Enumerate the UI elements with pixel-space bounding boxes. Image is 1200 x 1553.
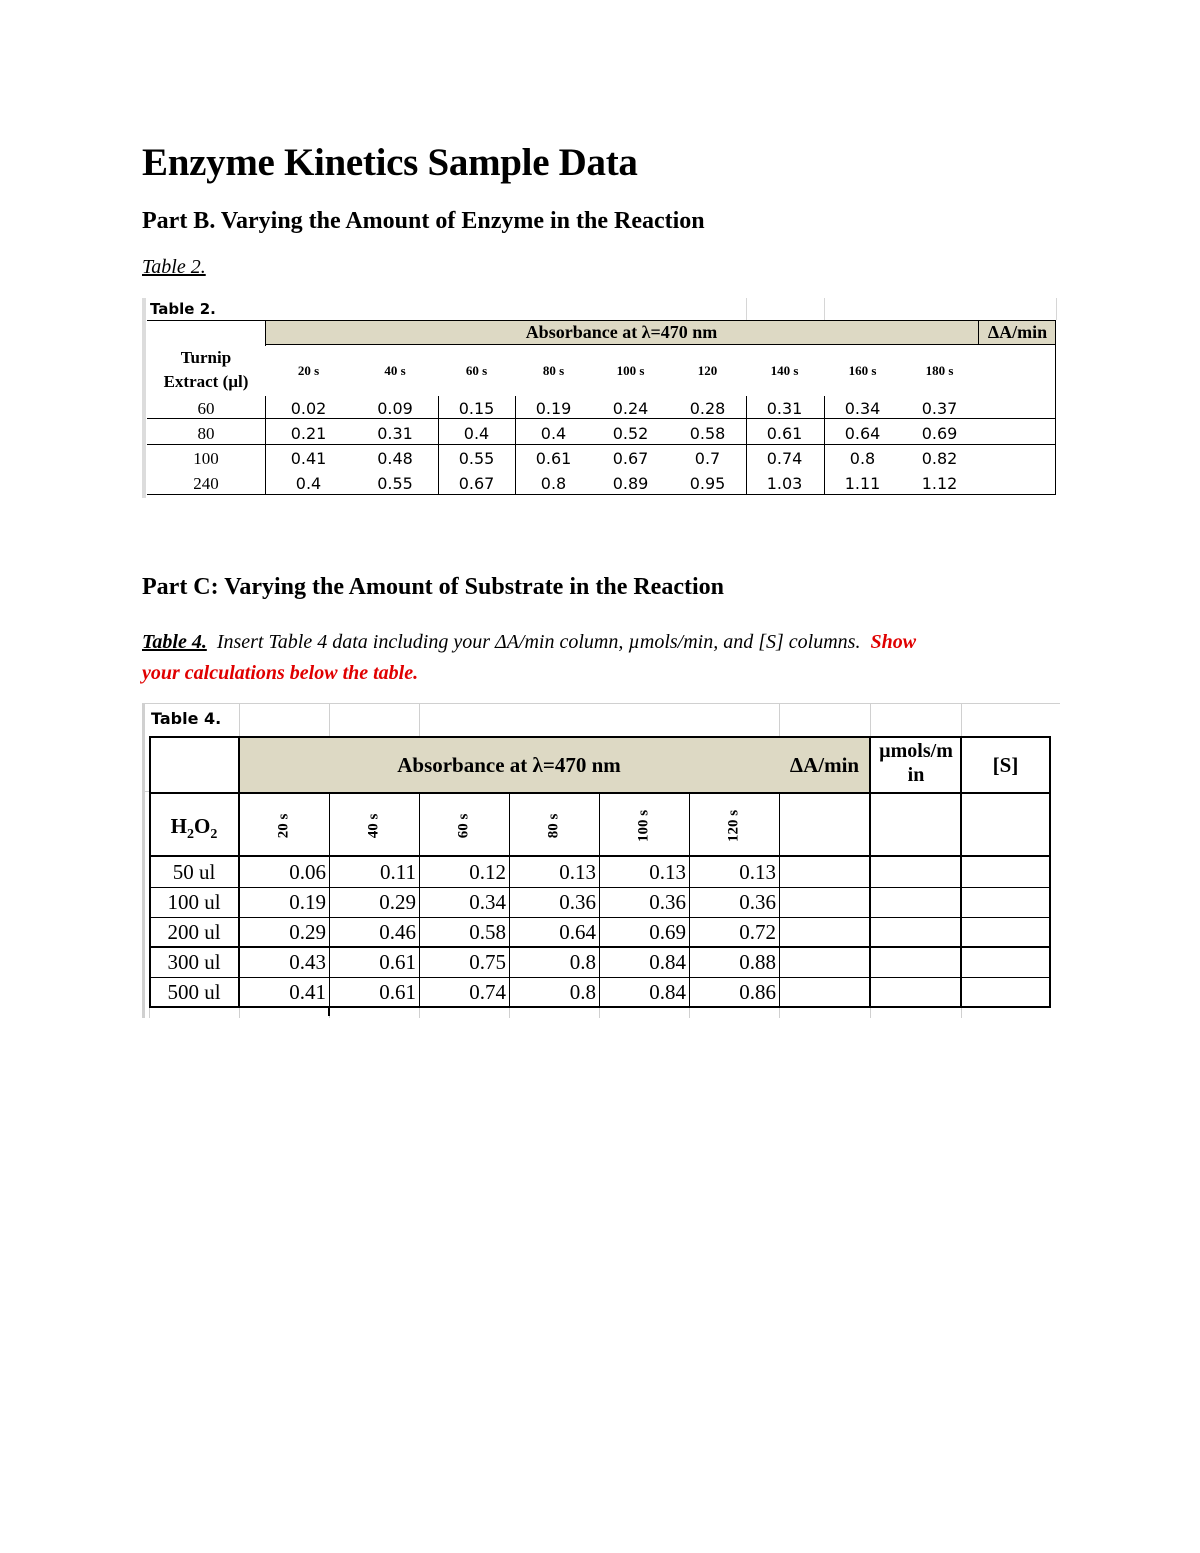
table-rule (149, 946, 1051, 948)
table-rule (1055, 345, 1056, 495)
absorbance-cell: 0.19 (535, 399, 572, 418)
table-rule (149, 855, 1051, 857)
absorbance-cell: 0.46 (379, 920, 416, 944)
absorbance-cell: 1.12 (921, 474, 958, 493)
calculation-instruction-1: Show (870, 631, 917, 653)
table-rule (689, 793, 690, 1006)
absorbance-cell: 0.37 (921, 399, 958, 418)
absorbance-cell: 0.43 (289, 950, 326, 974)
absorbance-cell: 0.52 (612, 424, 649, 443)
table-rule (1049, 736, 1051, 1008)
absorbance-header: Absorbance at λ=470 nm (525, 322, 718, 342)
table-rule (147, 418, 1056, 419)
absorbance-cell: 0.7 (694, 449, 721, 468)
absorbance-cell: 0.19 (289, 890, 326, 914)
absorbance-cell: 0.61 (379, 950, 416, 974)
table-rule (869, 736, 871, 1008)
table-rule (147, 320, 265, 321)
sheet-gridline (142, 703, 1060, 704)
sheet-gridline (419, 703, 420, 737)
part-b-heading: Part B. Varying the Amount of Enzyme in the Reaction (142, 208, 705, 234)
table-rule (149, 917, 1051, 918)
absorbance-cell: 0.06 (289, 860, 326, 884)
table-rule (328, 1006, 330, 1016)
absorbance-cell: 0.89 (612, 474, 649, 493)
time-header: 180 s (925, 363, 954, 378)
part-c-heading: Part C: Varying the Amount of Substrate in the Reaction (142, 574, 724, 600)
h2o2-volume-cell: 300 ul (167, 950, 221, 974)
time-header: 80 s (542, 363, 565, 378)
absorbance-cell: 0.15 (458, 399, 495, 418)
table-4 (142, 703, 1060, 1018)
sheet-gridline (779, 703, 780, 737)
table-rule (265, 320, 266, 346)
absorbance-cell: 0.84 (649, 980, 686, 1004)
absorbance-cell: 0.67 (458, 474, 495, 493)
h2o2-sub-2: 2 (210, 827, 218, 843)
table-rule (147, 444, 1056, 445)
time-header: 120 (697, 363, 718, 378)
absorbance-cell: 0.36 (559, 890, 596, 914)
absorbance-cell: 0.31 (766, 399, 803, 418)
absorbance-cell: 0.67 (612, 449, 649, 468)
table-rule (419, 793, 420, 1006)
absorbance-cell: 0.8 (569, 980, 596, 1004)
absorbance-cell: 0.28 (689, 399, 726, 418)
absorbance-cell: 0.13 (649, 860, 686, 884)
table-4-caption-label: Table 4. (142, 631, 207, 653)
absorbance-cell: 0.74 (766, 449, 803, 468)
table-rule (149, 792, 1051, 794)
table-rule (149, 1006, 1051, 1008)
sheet-gridline (870, 703, 871, 737)
absorbance-cell: 0.86 (739, 980, 776, 1004)
table-4-label: Table 4. (151, 709, 222, 728)
absorbance-cell: 0.69 (649, 920, 686, 944)
absorbance-cell: 0.95 (689, 474, 726, 493)
absorbance-cell: 0.34 (469, 890, 506, 914)
absorbance-cell: 0.41 (290, 449, 327, 468)
calculation-instruction-2: your calculations below the table. (142, 662, 419, 684)
turnip-volume-cell: 100 (193, 449, 219, 468)
turnip-volume-cell: 60 (197, 399, 215, 418)
absorbance-cell: 0.34 (844, 399, 881, 418)
absorbance-cell: 0.29 (289, 920, 326, 944)
table-4-caption-text: Insert Table 4 data including your ΔA/min column, µmols/min, and [S] columns. (206, 631, 871, 653)
absorbance-cell: 0.24 (612, 399, 649, 418)
time-header: 40 s (384, 363, 406, 378)
absorbance-cell: 0.09 (377, 399, 413, 418)
h2o2-volume-cell: 500 ul (167, 980, 221, 1004)
absorbance-cell: 0.74 (469, 980, 506, 1004)
absorbance-cell: 0.58 (689, 424, 726, 443)
absorbance-cell: 0.61 (535, 449, 572, 468)
h2o2-o: O (194, 814, 211, 838)
sheet-gridline (746, 298, 747, 320)
absorbance-cell: 0.72 (739, 920, 776, 944)
absorbance-cell: 0.11 (380, 860, 416, 884)
table-2-caption (142, 256, 206, 279)
absorbance-cell: 0.82 (921, 449, 958, 468)
document-title: Enzyme Kinetics Sample Data (142, 141, 638, 184)
absorbance-cell: 0.02 (290, 399, 327, 418)
table-rule (238, 736, 240, 1008)
absorbance-cell: 0.41 (289, 980, 326, 1004)
absorbance-cell: 0.64 (559, 920, 596, 944)
delta-a-header: ΔA/min (987, 322, 1048, 342)
h2o2-volume-cell: 200 ul (167, 920, 221, 944)
absorbance-cell: 0.4 (295, 474, 322, 493)
h2o2-h: H (170, 814, 187, 838)
absorbance-cell: 0.8 (849, 449, 876, 468)
absorbance-cell: 0.36 (739, 890, 776, 914)
absorbance-cell: 0.58 (469, 920, 506, 944)
sheet-gridline (142, 791, 149, 792)
sheet-gridline (239, 703, 240, 737)
absorbance-cell: 0.8 (569, 950, 596, 974)
absorbance-cell: 0.64 (844, 424, 881, 443)
turnip-extract-header (147, 346, 265, 394)
sheet-gridline (142, 703, 145, 1018)
absorbance-cell: 0.61 (379, 980, 416, 1004)
absorbance-cell: 0.88 (739, 950, 776, 974)
absorbance-cell: 0.48 (377, 449, 413, 468)
sheet-gridline (1056, 298, 1057, 320)
time-header: 60 s (455, 813, 472, 839)
absorbance-cell: 0.31 (377, 424, 413, 443)
table-rule (147, 494, 1056, 495)
turnip-header-line-2: Extract (µl) (163, 372, 249, 391)
absorbance-cell: 0.4 (463, 424, 490, 443)
sheet-gridline (329, 703, 330, 737)
h2o2-header (149, 795, 239, 857)
sheet-edge (142, 298, 146, 498)
time-header: 100 s (635, 809, 652, 843)
time-header: 120 s (725, 809, 742, 843)
absorbance-header: Absorbance at λ=470 nm (397, 753, 621, 777)
table-4-caption (142, 631, 916, 654)
time-header: 100 s (616, 363, 645, 378)
umol-per-min-header (871, 739, 961, 787)
table-rule (960, 736, 962, 1008)
time-header: 20 s (275, 813, 292, 839)
delta-a-header: ΔA/min (789, 753, 860, 777)
time-header: 140 s (770, 363, 799, 378)
time-header: 80 s (545, 813, 562, 839)
absorbance-cell: 0.55 (458, 449, 495, 468)
absorbance-cell: 1.03 (766, 474, 803, 493)
time-header: 160 s (848, 363, 877, 378)
table-rule (824, 396, 825, 494)
absorbance-cell: 0.69 (921, 424, 958, 443)
absorbance-cell: 0.4 (540, 424, 567, 443)
absorbance-cell: 0.12 (469, 860, 506, 884)
absorbance-cell: 0.84 (649, 950, 686, 974)
turnip-header-line-1: Turnip (180, 348, 232, 367)
turnip-volume-cell: 240 (193, 474, 219, 493)
h2o2-sub-1: 2 (187, 827, 194, 843)
absorbance-cell: 0.36 (649, 890, 686, 914)
table-rule (779, 793, 780, 1006)
table-rule (509, 793, 510, 1006)
absorbance-cell: 1.11 (844, 474, 881, 493)
table-rule (329, 793, 330, 1006)
table-rule (599, 793, 600, 1006)
sheet-gridline (824, 298, 825, 320)
table-rule (265, 396, 266, 494)
table-rule (438, 396, 439, 494)
sheet-gridline (961, 703, 962, 737)
absorbance-cell: 0.29 (379, 890, 416, 914)
absorbance-cell: 0.13 (739, 860, 776, 884)
absorbance-cell: 0.75 (469, 950, 506, 974)
substrate-concentration-header: [S] (992, 753, 1019, 777)
absorbance-cell: 0.61 (766, 424, 803, 443)
absorbance-cell: 0.13 (559, 860, 596, 884)
table-rule (149, 887, 1051, 888)
umol-header-line-1: µmols/m (879, 740, 953, 762)
turnip-volume-cell: 80 (197, 424, 215, 443)
absorbance-cell: 0.55 (377, 474, 413, 493)
time-header: 40 s (365, 813, 382, 839)
absorbance-cell: 0.8 (540, 474, 567, 493)
h2o2-volume-cell: 100 ul (167, 890, 221, 914)
table-rule (149, 736, 1051, 738)
table-rule (746, 396, 747, 494)
table-rule (515, 396, 516, 494)
umol-header-line-2: in (907, 764, 925, 786)
table-2 (142, 298, 1058, 498)
table-2-label: Table 2. (150, 300, 216, 318)
time-header: 60 s (465, 363, 488, 378)
h2o2-volume-cell: 50 ul (172, 860, 216, 884)
time-header: 20 s (297, 363, 320, 378)
table-rule (149, 736, 151, 1008)
table-4-caption-line-2 (142, 662, 418, 685)
absorbance-cell: 0.21 (290, 424, 327, 443)
table-rule (149, 977, 1051, 978)
table-2-caption-label: Table 2. (142, 256, 206, 278)
